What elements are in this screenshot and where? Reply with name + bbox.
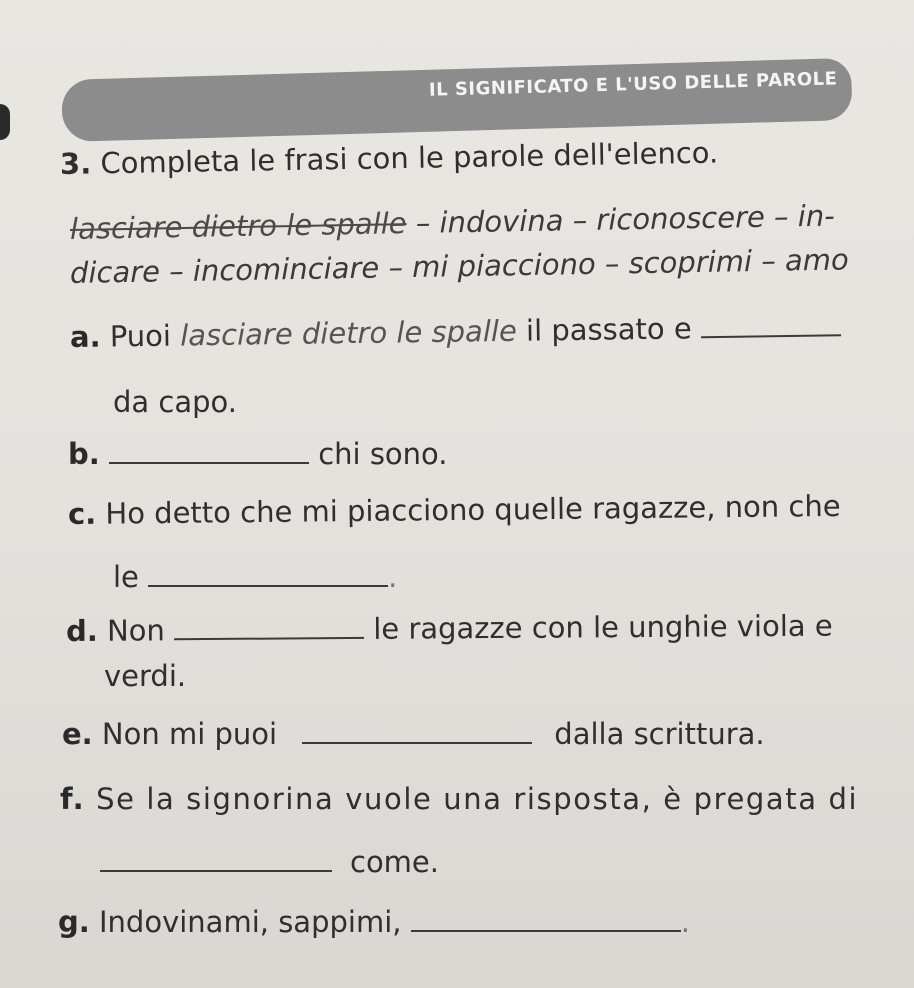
- sentence-g-letter: g.: [58, 905, 90, 939]
- sentence-b-letter: b.: [68, 437, 100, 471]
- sentence-a-continuation: da capo.: [113, 385, 237, 419]
- sentence-a: [70, 312, 841, 352]
- sentence-g-before: Indovinami, sappimi,: [89, 905, 411, 939]
- sentence-f: [60, 782, 859, 816]
- struck-word: lasciare dietro le spalle: [69, 206, 407, 246]
- sentence-e-after: dalla scrittura.: [554, 717, 765, 751]
- sentence-f-continuation: [100, 845, 439, 879]
- sentence-e: [62, 717, 765, 751]
- sentence-f-letter: f.: [60, 782, 86, 816]
- sentence-e-letter: e.: [62, 717, 93, 751]
- section-banner-title: IL SIGNIFICATO E L'USO DELLE PAROLE: [428, 68, 838, 101]
- sentence-c-cont-before: le: [113, 560, 149, 594]
- sentence-d: [65, 608, 833, 648]
- sentence-f-cont-after: come.: [350, 845, 439, 879]
- sentence-d-continuation: verdi.: [104, 659, 187, 693]
- sentence-d-after: le ragazze con le unghie viola e: [363, 608, 833, 646]
- answer-blank-g[interactable]: [411, 908, 681, 932]
- sentence-e-before: Non mi puoi: [92, 717, 287, 751]
- sentence-g: [58, 905, 690, 939]
- exercise-number: 3.: [59, 146, 92, 181]
- sentence-d-letter: d.: [65, 613, 98, 648]
- answer-blank-c[interactable]: [148, 563, 388, 587]
- sentence-a-after: il passato e: [516, 311, 702, 348]
- sentence-c-continuation: [113, 560, 398, 594]
- sentence-b: [68, 437, 448, 471]
- answer-blank-e[interactable]: [302, 720, 532, 744]
- sentence-a-before: Puoi: [100, 318, 181, 354]
- exercise-instruction: Completa le frasi con le parole dell'elenco.: [100, 135, 719, 181]
- answer-blank-d[interactable]: [174, 615, 364, 640]
- answer-blank-f[interactable]: [100, 848, 332, 872]
- sentence-g-after: .: [680, 905, 690, 939]
- answer-blank-b[interactable]: [109, 440, 309, 464]
- sentence-c-letter: c.: [67, 496, 97, 531]
- sentence-d-before: Non: [97, 613, 175, 648]
- sentence-a-letter: a.: [69, 319, 101, 354]
- sentence-c: [67, 488, 841, 531]
- sentence-a-example-answer: lasciare dietro le spalle: [179, 313, 518, 353]
- sentence-f-text: Se la signorina vuole una risposta, è pregata di: [85, 782, 859, 816]
- word-list-line-2: dicare – incominciare – mi piacciono – scoprimi – amo: [69, 242, 850, 290]
- sentence-c-text: Ho detto che mi piacciono quelle ragazze, non che: [96, 488, 841, 531]
- word-list-line-1: [69, 198, 835, 246]
- word-list-rest: – indovina – riconoscere – in-: [406, 198, 835, 241]
- sentence-c-cont-after: .: [388, 560, 398, 594]
- sentence-b-after: chi sono.: [309, 437, 448, 471]
- answer-blank-a[interactable]: [701, 312, 841, 338]
- exercise-title: [59, 135, 719, 181]
